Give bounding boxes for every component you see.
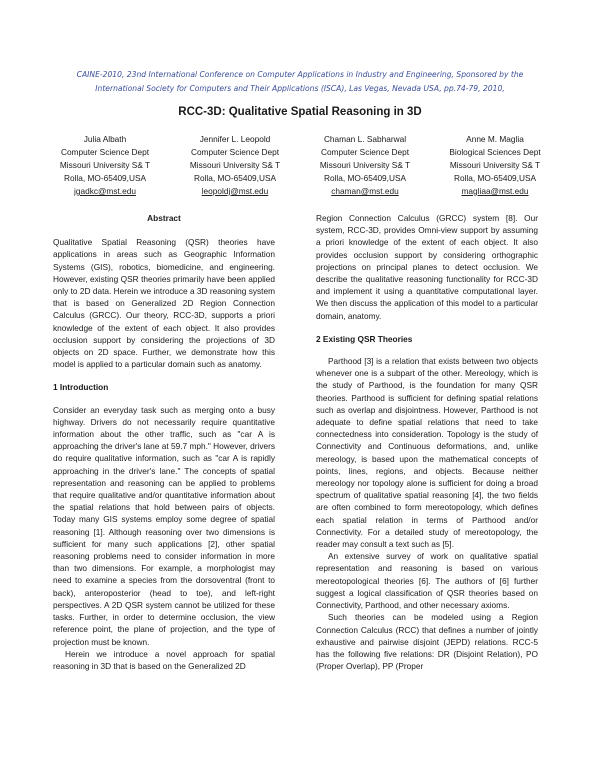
author-city: Rolla, MO-65409,USA — [323, 173, 407, 183]
introduction-heading: 1 Introduction — [53, 382, 109, 393]
author-univ: Missouri University S& T — [189, 160, 281, 170]
author-dept: Biological Sciences Dept — [449, 147, 541, 157]
conference-citation — [20, 68, 580, 95]
intro-continuation: Region Connection Calculus (GRCC) system [8]. Our system, RCC-3D, provides Omni-view support by assuming a priori knowledge of the extent of each object. It also provides occlusion support by considering orthographic projections on principal planes to detect occlusion. We describe the qualitative reasoning functionality for RCC-3D and implement it using a quantitative computational layer. We then discuss the application of this model to a particular domain, anatomy. — [316, 213, 538, 321]
author-name: Jennifer L. Leopold — [199, 134, 271, 144]
right-column — [316, 212, 538, 672]
abstract-text: Qualitative Spatial Reasoning (QSR) theories have applications in areas such as Geographic Information Systems (GIS), robotics, biomedicine, and engineering. However, existing QSR theories primarily have been applied only to 2D data. Herein we introduce a 3D reasoning system that is based on Generalized 2D Region Connection Calculus (GRCC). Our theory, RCC-3D, supports a priori knowledge of the extent of each object. It also provides occlusion support by considering the projections of 3D objects on 2D space. Further, we demonstrate how this model is applied to a particular domain such as anatomy. — [53, 237, 275, 370]
author-univ: Missouri University S& T — [319, 160, 411, 170]
author-name: Anne M. Maglia — [466, 134, 524, 144]
conference-line-1: CAINE-2010, 23nd International Conference on Computer Applications in Industry and Engineering, Sponsored by the — [76, 70, 524, 79]
qsr-heading: 2 Existing QSR Theories — [316, 333, 413, 344]
author-email-link[interactable]: magliaa@mst.edu — [461, 186, 529, 196]
author-univ: Missouri University S& T — [449, 160, 541, 170]
author-name: Julia Albath — [83, 134, 127, 144]
author-dept: Computer Science Dept — [320, 147, 410, 157]
author-city: Rolla, MO-65409,USA — [453, 173, 537, 183]
paper-title: RCC-3D: Qualitative Spatial Reasoning in 3D — [178, 106, 422, 118]
author-dept: Computer Science Dept — [190, 147, 280, 157]
author-name: Chaman L. Sabharwal — [323, 134, 407, 144]
author-univ: Missouri University S& T — [59, 160, 151, 170]
intro-paragraph-1: Consider an everyday task such as merging onto a busy highway. Drivers do not necessarily require quantitative information about the other traffic, such as "car A is approaching the driver's lane at 59.7 mph." However, drivers do require qualitative information, such as "car A is rapidly approaching in the driver's lane." The concepts of spatial representation and reasoning can be applied to problems that require qualitative and/or quantitative information about the spatial relations that hold between pairs of objects. Today many GIS systems employ some degree of spatial reasoning [1]. Although reasoning over two dimensions is sufficient for many such applications [2], other spatial reasoning problems need to consider information in more than two dimensions. For example, a morphologist may need to examine a species from the dorsoventral (front to back), anteroposterior (head to toe), and left-right perspectives. A 2D QSR system cannot be utilized for these tasks. Further, in order to determine occlusion, the view reference point, the plane of projection, and the type of projection must be known. — [53, 404, 275, 647]
intro-paragraph-2: Herein we introduce a novel approach for spatial reasoning in 3D that is based on the Generalized 2D — [53, 648, 275, 671]
author-city: Rolla, MO-65409,USA — [193, 173, 277, 183]
author-block — [40, 133, 560, 198]
author-email-link[interactable]: chaman@mst.edu — [331, 186, 399, 196]
author-2 — [170, 133, 300, 198]
qsr-paragraph-1: Parthood [3] is a relation that exists between two objects whenever one is a subpart of the other. Mereology, which is the study of Parthood, is the foundation for many QSR theories. Parthood is sufficient for defining spatial relations such as overlap and disjointness. However, Parthood is not adequate to define spatial relations that need to take connectedness into consideration. Topology is the study of Connectivity and Continuous deformations, and, unlike mereology, is based upon the mathematical concepts of points, lines, regions, and objects. Because neither mereology nor topology alone is sufficient for doing a broad spectrum of qualitative spatial reasoning [4], the two fields are often combined to form mereotopology, which defines each spatial relation in terms of Parthood and/or Connectivity. For a detailed study of mereotopology, the reader may consult a text such as [5]. — [316, 356, 538, 550]
qsr-paragraph-2: An extensive survey of work on qualitative spatial representation and reasoning is based on various mereotopological theories [6]. The authors of [6] further suggest a logical classification of QSR theories based on Connectivity, Parthood, and other necessary axioms. — [316, 551, 538, 611]
left-column — [53, 212, 275, 672]
author-1 — [40, 133, 170, 198]
abstract-heading: Abstract — [147, 213, 181, 223]
author-3 — [300, 133, 430, 198]
author-dept: Computer Science Dept — [60, 147, 150, 157]
author-email-link[interactable]: leopoldj@mst.edu — [201, 186, 269, 196]
author-4 — [430, 133, 560, 198]
conference-line-2: International Society for Computers and Their Applications (ISCA), Las Vegas, Nevada USA, pp.74-79, 2010, — [95, 83, 505, 93]
author-email-link[interactable]: jgadkc@mst.edu — [74, 186, 136, 196]
author-city: Rolla, MO-65409,USA — [63, 173, 147, 183]
qsr-paragraph-3: Such theories can be modeled using a Region Connection Calculus (RCC) that defines a number of jointly exhaustive and pairwise disjoint (JEPD) relations. RCC-5 has the following five relations: DR (Disjoint Relation), PO (Proper Overlap), PP (Proper — [316, 612, 538, 672]
